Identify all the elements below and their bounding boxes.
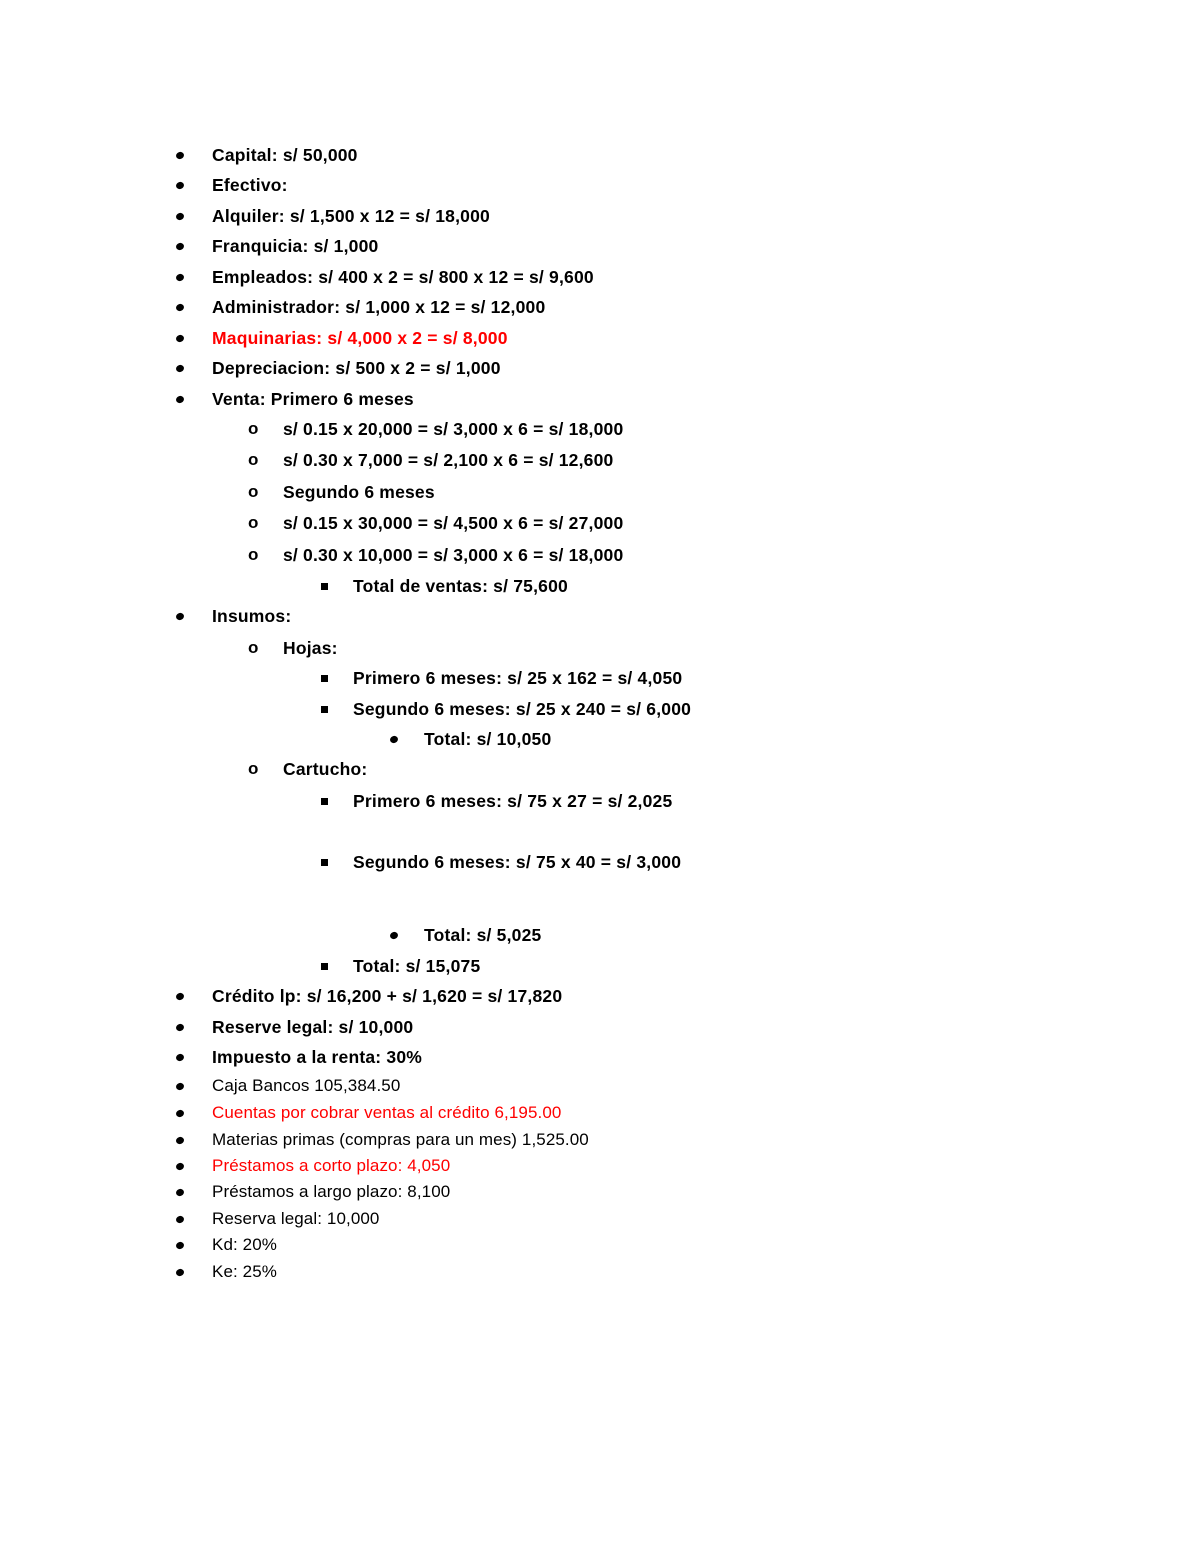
list-item-text: Total: s/ 15,075	[353, 956, 481, 976]
list-item-text: s/ 0.30 x 10,000 = s/ 3,000 x 6 = s/ 18,000	[283, 545, 624, 565]
bullet-dot-icon	[175, 273, 185, 282]
list-item-text: Ke: 25%	[212, 1262, 277, 1281]
list-item-text: Alquiler: s/ 1,500 x 12 = s/ 18,000	[212, 206, 490, 226]
bullet-dot-icon	[175, 242, 185, 251]
bullet-circle-icon: o	[248, 482, 259, 501]
bullet-circle-icon: o	[248, 545, 259, 564]
list-item-text: Empleados: s/ 400 x 2 = s/ 800 x 12 = s/ 9,600	[212, 267, 594, 287]
bullet-circle-icon: o	[248, 759, 259, 778]
bullet-dot-icon	[175, 992, 185, 1001]
list-item-text: Kd: 20%	[212, 1235, 277, 1254]
list-item-text: Primero 6 meses: s/ 25 x 162 = s/ 4,050	[353, 668, 683, 688]
bullet-dot-icon	[175, 303, 185, 312]
bullet-square-icon	[321, 963, 328, 970]
list-item-text: Segundo 6 meses	[283, 482, 435, 502]
bullet-square-icon	[321, 706, 328, 713]
bullet-dot-icon	[175, 212, 185, 221]
list-item-text: Segundo 6 meses: s/ 75 x 40 = s/ 3,000	[353, 852, 682, 872]
list-item-text: Total de ventas: s/ 75,600	[353, 576, 568, 596]
bullet-square-icon	[321, 859, 328, 866]
list-item-text: Insumos:	[212, 606, 292, 626]
bullet-dot-icon	[175, 1023, 185, 1032]
bullet-circle-icon: o	[248, 450, 259, 469]
bullet-dot-icon	[175, 1241, 185, 1250]
list-item-text: Efectivo:	[212, 175, 288, 195]
bullet-dot-icon	[175, 1162, 185, 1171]
list-item-text: Maquinarias: s/ 4,000 x 2 = s/ 8,000	[212, 328, 508, 348]
bullet-dot-icon	[389, 735, 399, 744]
bullet-dot-icon	[175, 364, 185, 373]
bullet-dot-icon	[175, 1268, 185, 1277]
list-item-text: s/ 0.15 x 30,000 = s/ 4,500 x 6 = s/ 27,000	[283, 513, 624, 533]
bullet-dot-icon	[175, 334, 185, 343]
bullet-dot-icon	[175, 1109, 185, 1118]
bullet-circle-icon: o	[248, 638, 259, 657]
list-item-text: Cartucho:	[283, 759, 368, 779]
bullet-square-icon	[321, 798, 328, 805]
list-item-text: Administrador: s/ 1,000 x 12 = s/ 12,000	[212, 297, 546, 317]
list-item-text: Venta: Primero 6 meses	[212, 389, 414, 409]
bullet-dot-icon	[175, 1215, 185, 1224]
list-item-text: Total: s/ 10,050	[424, 729, 552, 749]
list-item-text: Reserve legal: s/ 10,000	[212, 1017, 414, 1037]
list-item-text: Depreciacion: s/ 500 x 2 = s/ 1,000	[212, 358, 501, 378]
list-item-text: Cuentas por cobrar ventas al crédito 6,195.00	[212, 1103, 562, 1122]
bullet-square-icon	[321, 675, 328, 682]
list-item-text: Crédito lp: s/ 16,200 + s/ 1,620 = s/ 17,820	[212, 986, 563, 1006]
bullet-dot-icon	[175, 612, 185, 621]
list-item-text: Caja Bancos 105,384.50	[212, 1076, 401, 1095]
bullet-dot-icon	[175, 181, 185, 190]
list-item-text: Reserva legal: 10,000	[212, 1209, 380, 1228]
list-item-text: Préstamos a corto plazo: 4,050	[212, 1156, 451, 1175]
bullet-dot-icon	[175, 1136, 185, 1145]
list-item-text: Segundo 6 meses: s/ 25 x 240 = s/ 6,000	[353, 699, 692, 719]
list-item-text: Materias primas (compras para un mes) 1,525.00	[212, 1130, 589, 1149]
list-item-text: Hojas:	[283, 638, 338, 658]
bullet-dot-icon	[175, 395, 185, 404]
bullet-square-icon	[321, 583, 328, 590]
list-item-text: Préstamos a largo plazo: 8,100	[212, 1182, 451, 1201]
bullet-circle-icon: o	[248, 419, 259, 438]
list-item-text: s/ 0.15 x 20,000 = s/ 3,000 x 6 = s/ 18,000	[283, 419, 624, 439]
list-item-text: Capital: s/ 50,000	[212, 145, 358, 165]
bullet-dot-icon	[175, 1082, 185, 1091]
bullet-dot-icon	[389, 931, 399, 940]
list-item-text: Impuesto a la renta: 30%	[212, 1047, 423, 1067]
list-item-text: Franquicia: s/ 1,000	[212, 236, 379, 256]
bullet-circle-icon: o	[248, 513, 259, 532]
list-item-text: Primero 6 meses: s/ 75 x 27 = s/ 2,025	[353, 791, 673, 811]
list-item-text: Total: s/ 5,025	[424, 925, 542, 945]
bullet-dot-icon	[175, 151, 185, 160]
list-item-text: s/ 0.30 x 7,000 = s/ 2,100 x 6 = s/ 12,600	[283, 450, 614, 470]
bullet-dot-icon	[175, 1053, 185, 1062]
bullet-dot-icon	[175, 1188, 185, 1197]
